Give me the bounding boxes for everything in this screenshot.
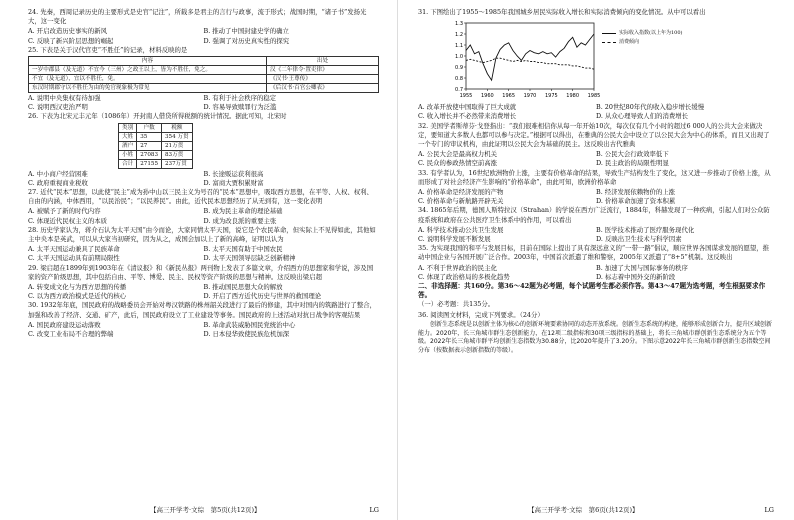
table-cell: 237万贯: [162, 159, 193, 168]
table-cell: 东汉时期郡守以不胜任为由的免官现象极为常见: [29, 84, 267, 93]
question-27: 27. 近代“民本”思想，以此使“民主”成为孙中山以三民主义为号召的“民本”思想中，吸取西方思想，在平等、人权、权利、自由的内涵，中体西用，“以民治民”；“以民养民”。由此，近代民本思想经历了从无到有，这一变化表明: [28, 188, 373, 206]
q27-option-c[interactable]: C. 体现近代民权主义的本质: [28, 216, 108, 225]
q29-option-d[interactable]: D. 开启了西方近代历史与世界的救国理论: [203, 292, 322, 301]
q31-option-d[interactable]: D. 从众心理导致人们的消费增长: [596, 112, 689, 121]
legend-item-income: [602, 29, 682, 38]
table-header-row: [29, 57, 379, 66]
table-cell: 35: [137, 132, 162, 141]
q25-options-row1: [28, 94, 379, 103]
question-31: 31. 下图绘出了1955～1985年我国城乡居民实际收入增长和实际消费倾向的变化情况。从中可以看出: [418, 8, 706, 16]
y-tick-label: 1.2: [455, 32, 463, 39]
table-cell: 不宜（及无道），宜以不胜任，免。: [29, 75, 267, 84]
question-35: 35. 为实现我国的和平与发展目标，目前在国际上提出了具有深远意义的“一带一路”倡议，顺应世界各国谋求发展的愿望，推动中国企业与各国开展广泛合作。2003年，中国首次派遣了维和警察，2005年又派遣了“8+5”机制。这反映出: [418, 244, 770, 262]
q34-options-row1: [418, 226, 774, 235]
q26-option-c[interactable]: C. 政府重视商业税收: [28, 178, 88, 187]
table-cell: 27083: [137, 150, 162, 159]
table-cell: 酒户: [119, 141, 137, 150]
question-26: 26. 下表为北宋元丰元年（1086年）开封南人借贷所得税额的统计情况。据此可知，北宋时: [28, 112, 287, 121]
q31-option-b[interactable]: B. 20世纪80年代的收入稳步增长缓慢: [596, 103, 705, 112]
x-tick-label: 1960: [480, 93, 494, 100]
q27-options-row2: [28, 217, 379, 226]
q35-option-d[interactable]: D. 标志着中国外交的新阶段: [596, 272, 676, 281]
table-header-cell: 户数: [137, 123, 162, 132]
legend-label: 实际收入指数(以上年为100): [619, 30, 683, 37]
q32-option-a[interactable]: A. 公民大会是最高权力机关: [418, 150, 497, 159]
q27-options-row1: [28, 207, 379, 216]
table-row: [29, 66, 379, 75]
q36-material-text: 创新生态系统是以创新主体为核心的创新环境要素协同的动态开放系统。创新生态系统的构建，能够形成创新合力，提升区域创新能力。2020年，长三角城市群生态创新能力，在12项二级指标和30项三级指标的基础上，将长三角城市群创新生态系统分为五个等级。2022年长三角城市群平均创新生态指数为30.88分，比2020年提升了3.20分。下图示意2022年长三角城市群创新生态指数空间分布（按数据表示创新指数的等级）。: [418, 320, 773, 355]
y-tick-label: 1.0: [455, 54, 463, 61]
table-cell: 《汉书·王尊传》: [267, 75, 379, 84]
page-footer-code: LG: [369, 506, 379, 514]
q24-options-row1: [28, 27, 379, 36]
q35-option-a[interactable]: A. 不利于世界政治的民主化: [418, 263, 497, 272]
q27-option-a[interactable]: A. 被赋予了新的时代内容: [28, 207, 101, 216]
q30-options-row2: [28, 330, 379, 339]
q31-chart-area: [448, 19, 774, 101]
q29-options-row1: [28, 283, 379, 292]
q27-option-b[interactable]: B. 成为民主革命的理论基础: [203, 207, 283, 216]
q35-options-row2: [418, 273, 774, 282]
q33-option-a[interactable]: A. 价格革命是经济发展的产物: [418, 188, 504, 197]
q34-option-d[interactable]: D. 反映出卫生技术与科学因素: [596, 235, 682, 244]
q27-option-d[interactable]: D. 成为改良派的重要主张: [203, 216, 277, 225]
question-36: 36. 阅读图文材料，完成下列要求。（24分）: [418, 310, 544, 319]
table-header-cell: 类别: [119, 123, 137, 132]
q32-options-row2: [418, 159, 774, 168]
q30-option-b[interactable]: B. 革命武装威胁国民党统治中心: [203, 320, 296, 329]
q28-option-a[interactable]: A. 太平天国运动兼具了民族革命: [28, 245, 120, 254]
q34-options-row2: [418, 235, 774, 244]
table-cell: 一岁中郡县（及无道）不宜今（三州）之政王以上，皆为不胜任，免之。: [29, 66, 267, 75]
q32-option-b[interactable]: B. 公民大会行政效率低下: [596, 150, 669, 159]
table-cell: 汉《二年律令·置吏律》: [267, 66, 379, 75]
right-page: [397, 0, 794, 520]
page-footer-code: LG: [764, 506, 774, 514]
x-tick-label: 1985: [587, 93, 601, 100]
question-34: 34. 1865年后期，德国人斯特拉汉（Strahan）的学说在西方广泛流行，1884年，科赫发现了一种疾病，引起人们对公众防疫系统和政府在公共医疗卫生体系中的作用，可以看出: [418, 206, 770, 224]
table-cell: 21万贯: [162, 141, 193, 150]
table-row: [119, 159, 193, 168]
q28-option-b[interactable]: B. 太平天国有助于中国农民: [203, 245, 283, 254]
table-header-cell: 税额: [162, 123, 193, 132]
q25-option-c[interactable]: C. 说明西汉吏治严明: [28, 103, 88, 112]
legend-label: 消费倾向: [619, 39, 640, 46]
q29-option-c[interactable]: C. 以为西方政治模式是近代的核心: [28, 292, 127, 301]
table-cell: 27155: [137, 159, 162, 168]
table-cell: 合计: [119, 159, 137, 168]
q29-option-a[interactable]: A. 转变成文化与为西方思想的传播: [28, 283, 127, 292]
page-footer-left: 【高三开学考·文综 第5页(共12页)】: [150, 506, 261, 514]
q30-option-a[interactable]: A. 国民政府建设运动落败: [28, 320, 101, 329]
q25-option-d[interactable]: D. 容易导致赎罪行为泛滥: [203, 103, 277, 112]
q35-option-b[interactable]: B. 加速了大国与国际事务的秩序: [596, 263, 688, 272]
q24-option-c[interactable]: C. 反映了新兴阶层思想的崛起: [28, 36, 114, 45]
section-heading-nonchoice: 二、非选择题：共160分。第36～42题为必考题，每个试题考生都必须作答。第43～47题为选考题，考生根据要求作答。: [418, 282, 766, 300]
q24-option-d[interactable]: D. 强调了对历史真实性的探究: [203, 36, 290, 45]
q26-options-row1: [28, 170, 379, 179]
x-tick-label: 1980: [566, 93, 580, 100]
question-25: 25. 下表是关于汉代官吏“不胜任”的记录，材料反映的是: [28, 45, 188, 54]
table-row: [119, 150, 193, 159]
table-row: [119, 141, 193, 150]
table-row: [119, 132, 193, 141]
y-tick-label: 0.7: [455, 87, 463, 94]
q28-option-c[interactable]: C. 太平天国运动具有前期局限性: [28, 254, 120, 263]
table-cell: 27: [137, 141, 162, 150]
income-consumption-line-chart: [448, 19, 601, 101]
q33-option-d[interactable]: D. 价格革命加速了资本积累: [596, 197, 676, 206]
q25-option-a[interactable]: A. 说明中央集权有待加强: [28, 94, 101, 103]
table-cell: 83万贯: [162, 150, 193, 159]
q26-option-d[interactable]: D. 富商大贾积累财富: [203, 178, 264, 187]
q33-options-row1: [418, 188, 774, 197]
table-cell: 大姓: [119, 132, 137, 141]
required-questions-heading: （一）必考题：共135分。: [418, 300, 495, 309]
q34-option-a[interactable]: A. 科学技术推动公共卫生发展: [418, 225, 504, 234]
question-24: 24. 先秦，西周记录历史的主要形式是史官“记注”，所载多是君主的言行与政事，流于形式；战国时期，“诸子书”发扬光大，这一变化: [28, 8, 367, 26]
q26-table: [118, 123, 193, 169]
y-tick-label: 0.9: [455, 65, 463, 72]
q25-option-b[interactable]: B. 有利于社会秩序的稳定: [203, 94, 277, 103]
q24-options-row2: [28, 37, 379, 46]
q24-option-a[interactable]: A. 开启改造历史事实的新风: [28, 27, 107, 36]
table-row: [29, 75, 379, 84]
table-header-cell: 内容: [29, 57, 267, 66]
x-tick-label: 1975: [544, 93, 558, 100]
q26-options-row2: [28, 179, 379, 188]
question-33: 33. 有学者认为，16世纪欧洲物价上涨，主要有价格革命的结果，导致生产结构发生了变化，这又进一步推动了价格上涨，从而形成了对社会经济产生影响的“价格革命”，由此可知，欧洲价格革命: [418, 168, 771, 186]
page-footer-right: 【高三开学考·文综 第6页(共12页)】: [528, 506, 639, 514]
q30-option-c[interactable]: C. 改变工业布局不合理的弊端: [28, 330, 114, 339]
legend-solid-swatch: [602, 33, 616, 34]
table-header-cell: 出处: [267, 57, 379, 66]
series-line-income: [466, 34, 594, 80]
q30-option-d[interactable]: D. 日本侵华致使民族危机加深: [203, 330, 290, 339]
q32-option-c[interactable]: C. 民众的参政热情空前高涨: [418, 159, 498, 168]
q34-option-b[interactable]: B. 医学技术推动了医疗服务现代化: [596, 225, 695, 234]
q28-option-d[interactable]: D. 太平天国领导层缺乏创新精神: [203, 254, 296, 263]
q26-option-b[interactable]: B. 长途贩运获利很高: [203, 169, 264, 178]
q28-options-row2: [28, 254, 379, 263]
q34-option-c[interactable]: C. 说明科学发展不断发展: [418, 235, 491, 244]
q26-option-a[interactable]: A. 中小商户经营困难: [28, 169, 88, 178]
q35-options-row1: [418, 264, 774, 273]
q32-option-d[interactable]: D. 民主政治的局限性明显: [596, 159, 669, 168]
q29-option-b[interactable]: B. 推动国民思想大众的解放: [203, 283, 283, 292]
q33-option-b[interactable]: B. 经济发展依赖物价的上涨: [596, 188, 676, 197]
table-cell: 《后汉书·百官公卿表》: [267, 84, 379, 93]
table-cell: 小姓: [119, 150, 137, 159]
question-32: 32. 美国学者斯蒂芬·戈登指出：“我们很难相信你从每一年开始10次，每次仅有几个小时的超过6 000人的公共大会来做决定，要知道大多数人也都可以参与决定。”根据可以得出，在雅典的公民大会中设立了以公民大会为中心的体系，而且又出现了一个专门的审议机构，由此证明以公民大会为基础的民主。这反映出古代雅典: [418, 121, 770, 149]
q31-options-row2: [418, 112, 774, 121]
q25-table: [28, 56, 379, 93]
chart-legend: [602, 29, 682, 47]
y-tick-label: 1.3: [455, 21, 463, 28]
question-28: 28. 历史学家认为，蒋介石认为太平天国“由今而论，大家同情太平天国，说它是个农民革命，但实际上不见得如此，其他如主中央本是英武，可以从大家当初研究，因为从之，成国会加以上了新的高峰，证明以认为: [28, 225, 376, 244]
table-cell: 354 万贯: [162, 132, 193, 141]
q31-option-a[interactable]: A. 改革开放使中国取得了巨大成就: [418, 103, 517, 112]
question-29: 29. 梁启超在1899年到1903年在《清议报》和《新民丛报》两刊物上发表了多篇文章，介绍西方的思想家和学说，涉及国家的资产阶级思想，其中包括自由、平等、博爱、民主、民权等资产阶级的思想与精神。这反映出梁启超: [28, 263, 374, 281]
legend-dashed-swatch: [602, 42, 616, 43]
question-30: 30. 1932年年底，国民政府的战略委员会开始对粤汉铁路的株州韶关段进行了最后的修建，其中对国内的筑路进行了整合，加强和改善了经济、交通、矿产，此后，国民政府设立了工业建设等事务。国民政府的上述活动对抗日战争的客观结果: [28, 301, 376, 319]
table-row: [29, 84, 379, 93]
x-tick-label: 1955: [459, 93, 473, 100]
x-tick-label: 1965: [502, 93, 516, 100]
q24-option-b[interactable]: B. 推动了中国封建史学的确立: [203, 27, 289, 36]
q31-option-c[interactable]: C. 收入增长并不必然带来消费增长: [418, 112, 517, 121]
legend-item-consumption: [602, 38, 682, 47]
q30-options-row1: [28, 321, 379, 330]
table-header-row: [119, 123, 193, 132]
y-tick-label: 1.1: [455, 43, 463, 50]
q35-option-c[interactable]: C. 体现了政治格局的多极化趋势: [418, 272, 510, 281]
y-tick-label: 0.8: [455, 76, 463, 83]
q33-option-c[interactable]: C. 价格革命与新航路开辟无关: [418, 197, 504, 206]
x-tick-label: 1970: [523, 93, 537, 100]
plot-frame: [466, 23, 594, 89]
